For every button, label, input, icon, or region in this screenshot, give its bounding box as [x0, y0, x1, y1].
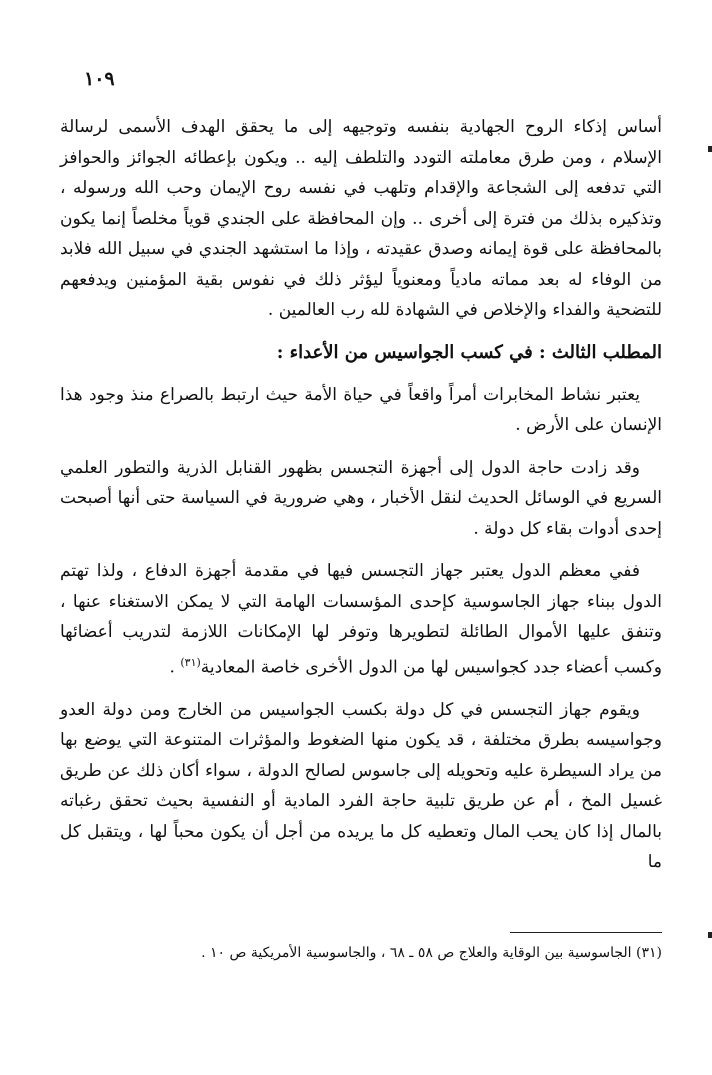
section-heading: المطلب الثالث : في كسب الجواسيس من الأعداء : [276, 341, 662, 363]
paragraph-need: وقد زادت حاجة الدول إلى أجهزة التجسس بظهور القنابل الذرية والتطور العلمي السريع في الوسائل الحديث لنقل الأخبار ، وهي ضرورية في السياسة حتى أنها أصبحت إحدى أدوات بقاء كل دولة . [60, 457, 662, 539]
paragraph-defense-end: . [169, 657, 181, 678]
footnote-divider [510, 932, 662, 933]
footnote: (٣١) الجاسوسية بين الوقاية والعلاج ص ٥٨ ـ ٦٨ ، والجاسوسية الأمريكية ص ١٠ . [201, 945, 662, 961]
page-edge-mark [708, 932, 712, 938]
page-edge-mark [708, 146, 712, 152]
paragraph-defense-text: ففي معظم الدول يعتبر جهاز التجسس فيها في مقدمة أجهزة الدفاع ، ولذا تهتم الدول ببناء جهاز الجاسوسية كإحدى المؤسسات الهامة التي لا يمكن الاستغناء عنها ، وتنفق عليها الأموال الطائلة لتطويرها وتوفر لها الإمكانات اللازمة لتدريب أعضائها وكسب أعضاء جدد كجواسيس لها من الدول الأخرى خاصة المعادية [60, 561, 662, 678]
paragraph-recruitment: ويقوم جهاز التجسس في كل دولة بكسب الجواسيس من الخارج ومن دولة العدو وجواسيسه بطرق مختلفة ، قد يكون منها الضغوط والمؤثرات المتنوعة التي يوضع بها من يراد السيطرة عليه وتحويله إلى جاسوس لصالح الدولة ، سواء أكان ذلك عن طريق غسيل المخ ، أم عن طريق تلبية حاجة الفرد المادية أو النفسية بحيث تحقق رغباته بالمال إذا كان يحب المال وتعطيه كل ما يريده من أجل أن يكون محباً لها ، ويتقبل كل ما [60, 699, 662, 873]
page-number: ١٠٩ [84, 68, 115, 90]
footnote-reference: (٣١) [180, 655, 201, 669]
main-text [60, 112, 662, 878]
paragraph-defense [60, 556, 662, 683]
intro-paragraph: أساس إذكاء الروح الجهادية بنفسه وتوجيهه إلى ما يحقق الهدف الأسمى لرسالة الإسلام ، ومن طرق معاملته التودد والتلطف إليه .. ويكون بإعطائه الجوائز والحوافز التي تدفعه إلى الشجاعة والإقدام وتلهب في نفسه روح الإيمان وحب الله ورسوله ، وتذكيره بذلك من فترة إلى أخرى .. وإن المحافظة على الجندي قوياً مخلصاً إنما يكون بالمحافظة على قوة إيمانه وصدق عقيدته ، وإذا ما استشهد الجندي في سبيل الله فلابد من الوفاء له بعد مماته مادياً ومعنوياً ليؤثر ذلك في نفوس بقية المؤمنين ويدفعهم للتضحية والفداء والإخلاص في الشهادة لله رب العالمين . [60, 117, 662, 320]
paragraph-intelligence: يعتبر نشاط المخابرات أمراً واقعاً في حياة الأمة حيث ارتبط بالصراع منذ وجود هذا الإنسان على الأرض . [60, 384, 662, 435]
